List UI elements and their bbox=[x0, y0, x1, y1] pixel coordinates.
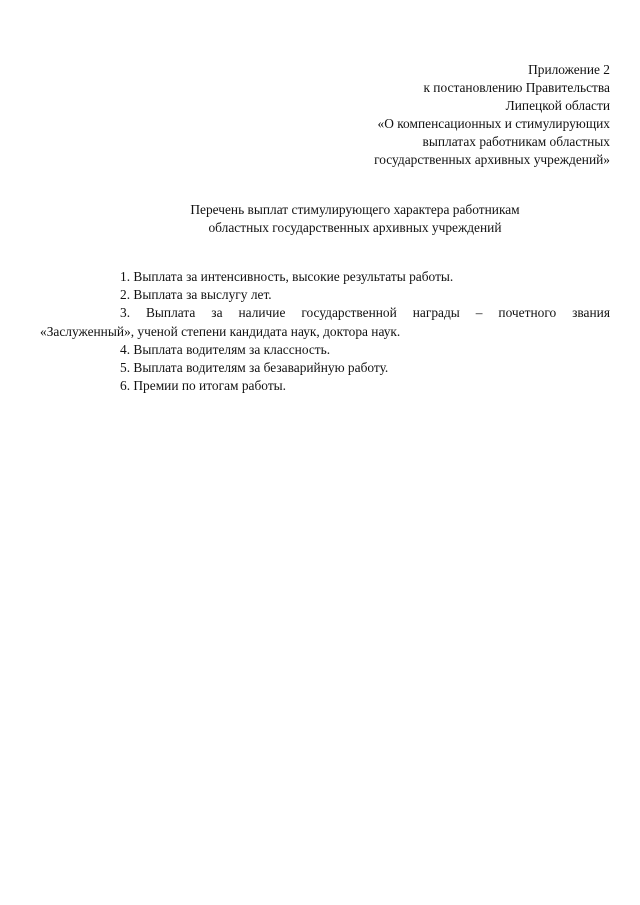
list-item: 5. Выплата водителям за безаварийную работу. bbox=[120, 360, 389, 376]
appendix-line: Приложение 2 bbox=[528, 62, 610, 77]
list-item: 4. Выплата водителям за классность. bbox=[120, 341, 331, 357]
list-item-continuation: «Заслуженный», ученой степени кандидата наук, доктора наук. bbox=[40, 323, 401, 339]
appendix-line: Липецкой области bbox=[505, 98, 610, 113]
payments-list bbox=[40, 268, 610, 395]
title-line: Перечень выплат стимулирующего характера работникам bbox=[190, 202, 520, 217]
list-item: 2. Выплата за выслугу лет. bbox=[120, 287, 272, 303]
list-item: 6. Премии по итогам работы. bbox=[120, 378, 287, 394]
document-title bbox=[0, 201, 640, 237]
title-line: областных государственных архивных учреждений bbox=[208, 220, 502, 235]
list-item: 3. Выплата за наличие государственной награды – почетного звания bbox=[120, 305, 610, 321]
list-item: 1. Выплата за интенсивность, высокие результаты работы. bbox=[120, 269, 454, 284]
appendix-header bbox=[280, 61, 610, 169]
appendix-line: государственных архивных учреждений» bbox=[374, 152, 610, 167]
appendix-line: к постановлению Правительства bbox=[423, 80, 610, 95]
appendix-line: «О компенсационных и стимулирующих bbox=[377, 116, 610, 131]
appendix-line: выплатах работникам областных bbox=[422, 134, 610, 149]
